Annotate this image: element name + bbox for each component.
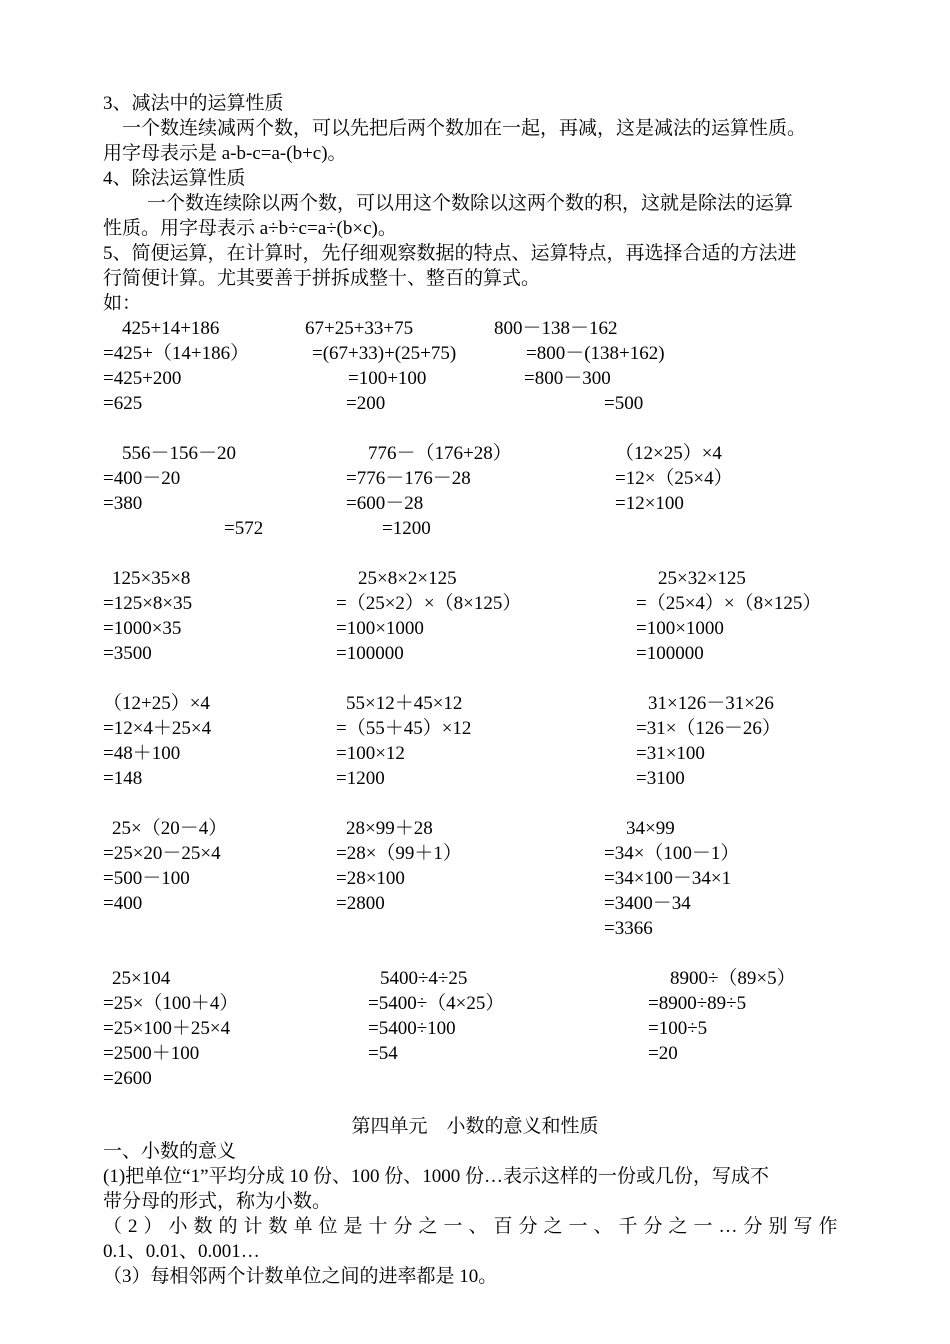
calc-line: =100000 [636,643,704,664]
calc-line: =54 [368,1043,398,1064]
calc-line: =100÷5 [648,1018,708,1039]
calc-line: 776－（176+28） [368,443,512,464]
calc-line: =380 [103,493,143,514]
calc-line: =400 [103,893,143,914]
calc-line: 55×12＋45×12 [346,693,463,714]
calc-line: =3400－34 [604,893,691,914]
calc-line: =(67+33)+(25+75) [312,343,457,364]
calc-line: 34×99 [626,818,675,839]
calc-line: =3100 [636,768,685,789]
calc-line: 28×99＋28 [346,818,433,839]
calc-line: =425+（14+186） [103,343,250,364]
calc-line: 425+14+186 [122,318,220,339]
calc-line: （12×25）×4 [615,443,722,464]
calc-line: =125×8×35 [103,593,193,614]
calc-line: =100×1000 [336,618,424,639]
unit-4-paragraph-2: （2）小数的计数单位是十分之一、百分之一、千分之一…分别写作 [103,1216,844,1237]
calc-line: =5400÷（4×25） [368,993,505,1014]
section-3-text: 一个数连续减两个数，可以先把后两个数加在一起，再减，这是减法的运算性质。 [122,118,807,139]
unit-4-paragraph-1-cont: 带分母的形式，称为小数。 [103,1191,332,1212]
calc-line: =200 [346,393,386,414]
calc-line: =500 [604,393,644,414]
section-4-title: 4、除法运算性质 [103,168,246,189]
calc-line: =2600 [103,1068,152,1089]
calc-line: =34×100－34×1 [604,868,732,889]
calc-line: =25×100＋25×4 [103,1018,231,1039]
calc-line: =（25×4）×（8×125） [636,593,822,614]
calc-line: =500－100 [103,868,190,889]
unit-4-paragraph-3: （3）每相邻两个计数单位之间的进率都是 10。 [103,1266,498,1287]
calc-line: =12×4＋25×4 [103,718,212,739]
calc-line: =100×1000 [636,618,724,639]
calc-line: =12×100 [615,493,684,514]
calc-line: =800－(138+162) [526,343,665,364]
calc-line: =572 [224,518,264,539]
calc-line: =3366 [604,918,653,939]
calc-line: 25×（20－4） [112,818,228,839]
example-label: 如： [103,293,142,314]
calc-line: =776－176－28 [346,468,471,489]
unit-4-title: 第四单元 小数的意义和性质 [351,1116,599,1137]
section-3-formula: 用字母表示是 a-b-c=a-(b+c)。 [103,143,347,164]
calc-line: =100000 [336,643,404,664]
section-4-text: 一个数连续除以两个数，可以用这个数除以这两个数的积，这就是除法的运算 [147,193,794,214]
section-5-text: 5、简便运算，在计算时，先仔细观察数据的特点、运算特点，再选择合适的方法进 [103,243,797,264]
calc-line: （12+25）×4 [103,693,210,714]
unit-4-paragraph-2-cont: 0.1、0.01、0.001… [103,1241,260,1262]
calc-line: =12×（25×4） [615,468,733,489]
section-5-text-cont: 行简便计算。尤其要善于拼拆成整十、整百的算式。 [103,268,541,289]
calc-line: =48＋100 [103,743,181,764]
section-4-formula: 性质。用字母表示 a÷b÷c=a÷(b×c)。 [103,218,397,239]
calc-line: =25×（100＋4） [103,993,239,1014]
calc-line: =31×100 [636,743,705,764]
calc-line: 25×104 [112,968,171,989]
calc-line: =8900÷89÷5 [648,993,747,1014]
calc-line: 67+25+33+75 [305,318,414,339]
calc-line: =1200 [382,518,431,539]
calc-line: =28×（99＋1） [336,843,462,864]
calc-line: =1200 [336,768,385,789]
calc-line: =425+200 [103,368,182,389]
calc-line: =2500＋100 [103,1043,200,1064]
calc-line: 800－138－162 [494,318,618,339]
calc-line: =400－20 [103,468,181,489]
calc-line: 8900÷（89×5） [670,968,796,989]
calc-line: =34×（100－1） [604,843,740,864]
calc-line: =800－300 [524,368,611,389]
calc-line: =625 [103,393,143,414]
calc-line: 5400÷4÷25 [380,968,468,989]
calc-line: 25×8×2×125 [358,568,457,589]
calc-line: =1000×35 [103,618,182,639]
calc-line: =25×20－25×4 [103,843,221,864]
calc-line: =148 [103,768,143,789]
calc-line: =100×12 [336,743,405,764]
calc-line: =600－28 [346,493,424,514]
calc-line: 31×126－31×26 [648,693,774,714]
section-3-title: 3、减法中的运算性质 [103,93,284,114]
calc-line: =（55＋45）×12 [336,718,472,739]
calc-line: =100+100 [348,368,427,389]
unit-4-heading: 一、小数的意义 [103,1141,237,1162]
calc-line: 25×32×125 [658,568,746,589]
unit-4-paragraph-1: (1)把单位“1”平均分成 10 份、100 份、1000 份…表示这样的一份或几份，写成不 [103,1166,770,1187]
calc-line: =2800 [336,893,385,914]
calc-line: =（25×2）×（8×125） [336,593,522,614]
calc-line: 556－156－20 [122,443,237,464]
calc-line: =20 [648,1043,678,1064]
calc-line: =28×100 [336,868,405,889]
calc-line: 125×35×8 [112,568,191,589]
calc-line: =5400÷100 [368,1018,456,1039]
calc-line: =3500 [103,643,152,664]
calc-line: =31×（126－26） [636,718,781,739]
